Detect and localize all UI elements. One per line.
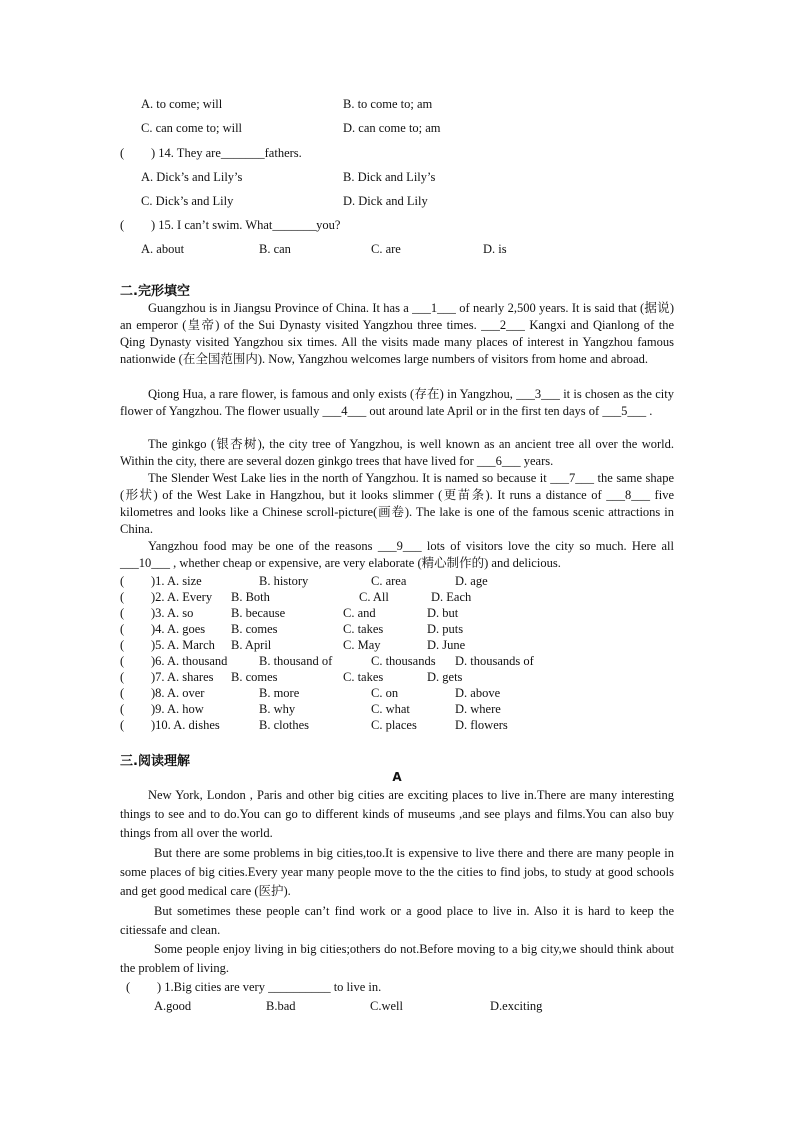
reading-q1-paren: (	[126, 980, 131, 994]
q13-option-a: A. to come; will	[141, 97, 223, 111]
q13-option-b: B. to come to; am	[343, 97, 433, 111]
reading-q1-option-c: C.well	[370, 999, 403, 1013]
reading-q1-option-b: B.bad	[266, 999, 296, 1013]
reading-paragraph-1: New York, London , Paris and other big cities are exciting places to live in.There are many interesting things to see and to do.You can go to different kinds of museums ,and see plays and films.You can also buy things from all over the world.	[120, 788, 674, 840]
q13-option-c: C. can come to; will	[141, 121, 243, 135]
q15-stem: ) 15. I can’t swim. What_______you?	[151, 218, 341, 232]
reading-q1-option-d: D.exciting	[490, 999, 543, 1013]
q15-option-d: D. is	[483, 242, 507, 256]
q14-option-c: C. Dick’s and Lily	[141, 194, 234, 208]
q15-paren: (	[120, 218, 125, 232]
cloze-paragraph-3: The ginkgo (银杏树), the city tree of Yangzhou, is well known as an ancient tree all over the world. Within the city, there are several dozen ginkgo trees that have lived for ___6___ years.	[120, 437, 674, 468]
document-page: A. to come; will B. to come to; am C. can come to; will D. can come to; am ( ) 14. They are_______fathers. A. Dick’s and Lily’s B. Dick and Lily’s C. Dick’s and Lily D. Dick and Lily ( ) 15. I can’t swim. What_______you? A. about B. can C. are D. is 二.完形填空 Guangzhou is in Jiangsu Province of China. It has a ___1___ of nearly 2,500 years. It is said that (据说) an emperor (皇帝) of the Sui Dynasty visited Yangzhou three times. ___2___ Kangxi and Qianlong of the Qing Dynasty visited Yangzhou six times. All the visits made many places of interest in Yangzhou famous nationwide (在全国范围内). Now, Yangzhou welcomes large numbers of visitors from home and abroad. Qiong Hua, a rare flower, is famous and only exists (存在) in Yangzhou, ___3___ it is chosen as the city flower of Yangzhou. The flower usually ___4___ out around late April or in the first ten days of ___5___ . The ginkgo (银杏树), the city tree of Yangzhou, is well known as an ancient tree all over the world. Within the city, there are several dozen ginkgo trees that have lived for ___6___ years. The Slender West Lake lies in the north of Yangzhou. It is named so because it ___7___ the same shape (形状) of the West Lake in Hangzhou, but it looks slimmer (更苗条). It runs a distance of ___8___ five kilometres and looks like a Chinese scroll-picture(画卷). The lake is one of the famous scenic attractions in China. Yangzhou food may be one of the reasons ___9___ lots of visitors love the city so much. Here all ___10___ , whether cheap or expensive, are very elaborate (精心制作的) and delicious. ( )1. A. size B. history C. area D. age ( )2. A. Every B. Both C. All D. Each ( )3. A. so B. because C. and D. but ( )4. A. goes B. comes C. takes D. puts ( )5. A. March B. April C. May D. June ( )6. A. thousand B. thousand of C. thousands D. thousands of ( )7. A. shares B. comes C. takes D. gets ( )8. A. over B. more C. on D. above ( )9. A. how B. why C. what D. where ( )10. A. dishes B. clothes C. places D. flowers 三.阅读理解 A New York, London , Paris and other big cities are exciting places to live in.There are many interesting things to see and to do.You can go to different kinds of museums ,and see plays and films.You can also buy things from all over the world. But there are some problems in big cities,too.It is expensive to live there and there are many people in some places of big cities.Every year many people move to the the cities to find jobs, to study at good schools and get good medical care (医护). But sometimes these people can’t find work or a good place to live in. Also it is hard to keep the citiessafe and clean. Some people enjoy living in big cities;others do not.Before moving to a big city,we should think about the problem of living. ( ) 1.Big cities are very __________ to live in. A.good B.bad C.well D.exciting	[120, 97, 674, 1013]
cloze-paragraph-1: Guangzhou is in Jiangsu Province of China. It has a ___1___ of nearly 2,500 years. It is said that (据说) an emperor (皇帝) of the Sui Dynasty visited Yangzhou three times. ___2___ Kangxi and Qianlong of the Qing Dynasty visited Yangzhou six times. All the visits made many places of interest in Yangzhou famous nationwide (在全国范围内). Now, Yangzhou welcomes large numbers of visitors from home and abroad.	[120, 301, 674, 366]
cloze-heading: 二.完形填空	[120, 284, 190, 299]
reading-q1-stem: ) 1.Big cities are very __________ to live in.	[157, 980, 382, 994]
q15-option-c: C. are	[371, 242, 401, 256]
cloze-paragraph-4: The Slender West Lake lies in the north of Yangzhou. It is named so because it ___7___ the same shape (形状) of the West Lake in Hangzhou, but it looks slimmer (更苗条). It runs a distance of ___8___ five kilometres and looks like a Chinese scroll-picture(画卷). The lake is one of the famous scenic attractions in China.	[120, 471, 674, 536]
q15-option-a: A. about	[141, 242, 185, 256]
q14-option-d: D. Dick and Lily	[343, 194, 428, 208]
reading-paragraph-2: But there are some problems in big cities,too.It is expensive to live there and there are many people in some places of big cities.Every year many people move to the the cities to find jobs, to study at good schools and get good medical care (医护).	[120, 846, 674, 898]
q14-option-b: B. Dick and Lily’s	[343, 170, 436, 184]
reading-q1-option-a: A.good	[154, 999, 192, 1013]
cloze-paragraph-5: Yangzhou food may be one of the reasons ___9___ lots of visitors love the city so much. Here all ___10___ , whether cheap or expensive, are very elaborate (精心制作的) and delicious.	[120, 539, 674, 570]
q13-option-d: D. can come to; am	[343, 121, 441, 135]
passage-label: A	[392, 770, 402, 784]
cloze-paragraph-2: Qiong Hua, a rare flower, is famous and only exists (存在) in Yangzhou, ___3___ it is chosen as the city flower of Yangzhou. The flower usually ___4___ out around late April or in the first ten days of ___5___ .	[120, 387, 674, 418]
q14-stem: ) 14. They are_______fathers.	[151, 146, 302, 160]
reading-paragraph-4: Some people enjoy living in big cities;others do not.Before moving to a big city,we should think about the problem of living.	[120, 942, 674, 975]
q14-paren: (	[120, 146, 125, 160]
q15-option-b: B. can	[259, 242, 291, 256]
q14-option-a: A. Dick’s and Lily’s	[141, 170, 243, 184]
reading-paragraph-3: But sometimes these people can’t find work or a good place to live in. Also it is hard to keep the citiessafe and clean.	[120, 904, 674, 937]
reading-heading: 三.阅读理解	[120, 754, 190, 769]
